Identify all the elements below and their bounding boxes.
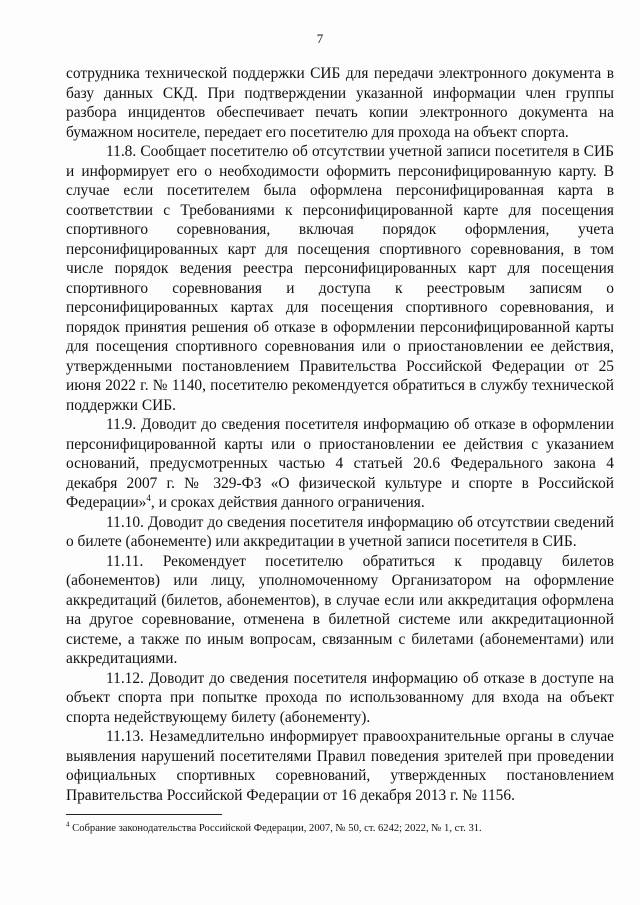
paragraph-11-10: 11.10. Доводит до сведения посетителя информацию об отсутствии сведений о билете (абонементе) или аккредитации в учетной записи посетителя в СИБ.	[66, 513, 614, 550]
footnote-reference[interactable]: 4	[146, 492, 151, 503]
paragraph-11-12: 11.12. Доводит до сведения посетителя информацию об отказе в доступе на объект спорта при попытке прохода по использованному для входа на объект спорта недействующему билету (абонементу).	[66, 669, 614, 726]
footnote	[66, 822, 614, 835]
footnote-text: Собрание законодательства Российской Федерации, 2007, № 50, ст. 6242; 2022, № 1, ст. 31.	[69, 823, 482, 834]
paragraph-11-8: 11.8. Сообщает посетителю об отсутствии учетной записи посетителя в СИБ и информирует его о необходимости оформить персонифицированную карту. В случае если посетителем была оформлена персонифицированная карта в соответствии с Требованиями к персонифицированной карте для посещения спортивного соревнования, включая порядок оформления, учета персонифицированных карт для посещения спортивного соревнования, в том числе порядок ведения реестра персонифицированных карт для посещения спортивного соревнования и доступа к реестровым записям о персонифицированных картах для посещения спортивного соревнования, и порядок принятия решения об отказе в оформлении персонифицированной карты для посещения спортивного соревнования или о приостановлении ее действия, утвержденными постановлением Правительства Российской Федерации от 25 июня 2022 г. № 1140, посетителю рекомендуется обратиться в службу технической поддержки СИБ.	[66, 143, 614, 414]
footnote-divider	[66, 814, 222, 815]
footnote-mark: 4	[66, 820, 70, 829]
paragraph-11-9-text: 11.9. Доводит до сведения посетителя информацию об отказе в оформлении персонифицированной карты или о приостановлении ее действия с указанием оснований, предусмотренных частью 4 статьей 20.6 Федерального закона 4 декабря 2007 г. № 329-ФЗ «О физической культуре и спорте в Российской Федерации»	[66, 416, 614, 511]
paragraph-11-13: 11.13. Незамедлительно информирует правоохранительные органы в случае выявления нарушений посетителями Правил поведения зрителей при проведении официальных спортивных соревнований, утвержденных постановлением Правительства Российской Федерации от 16 декабря 2013 г. № 1156.	[66, 728, 614, 804]
document-body	[66, 64, 614, 805]
paragraph-continuation: сотрудника технической поддержки СИБ для передачи электронного документа в базу данных СКД. При подтверждении указанной информации член группы разбора инцидентов обеспечивает печать копии электронного документа на бумажном носителе, передает его посетителю для прохода на объект спорта.	[66, 65, 614, 141]
paragraph-11-9-tail: , и сроках действия данного ограничения.	[150, 494, 425, 511]
page-number: 7	[316, 31, 324, 46]
paragraph-11-11: 11.11. Рекомендует посетителю обратиться к продавцу билетов (абонементов) или лицу, уполномоченному Организатором на оформление аккредитаций (билетов, абонементов), в случае если или аккредитация оформлена на другое соревнование, отменена в билетной системе или аккредитационной системе, а также по иным вопросам, связанным с билетами (абонементами) или аккредитациями.	[66, 552, 614, 667]
paragraph-11-9	[66, 415, 614, 513]
